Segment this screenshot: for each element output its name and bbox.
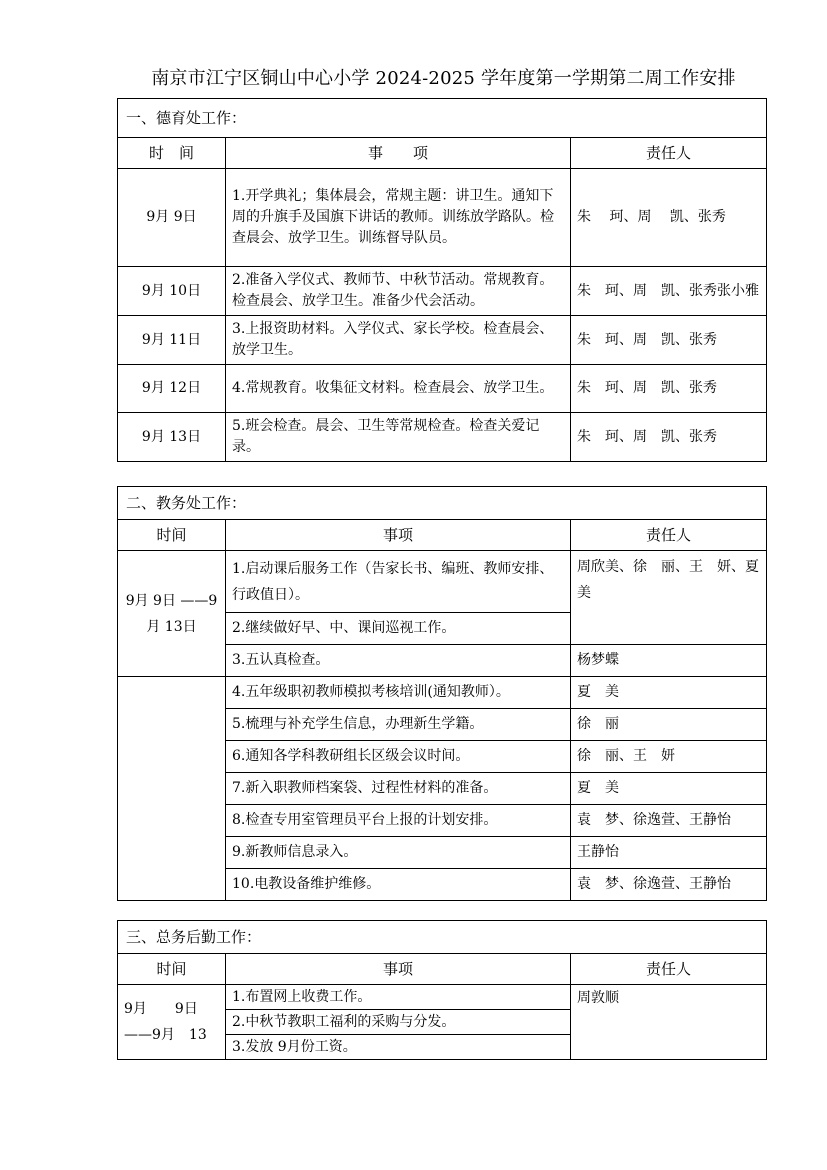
person-cell: 朱 珂、周 凯、张秀 [571, 169, 767, 267]
table-row [118, 985, 767, 1010]
document-title: 南京市江宁区铜山中心小学 2024-2025 学年度第一学期第二周工作安排 [151, 68, 736, 89]
item-cell: 3.发放 9月份工资。 [226, 1035, 571, 1060]
col-header-item: 事项 [226, 954, 571, 985]
item-cell: 1.布置网上收费工作。 [226, 985, 571, 1010]
item-cell: 2.准备入学仪式、教师节、中秋节活动。常规教育。检查晨会、放学卫生。准备少代会活动。 [226, 267, 571, 316]
item-cell: 1.开学典礼；集体晨会，常规主题：讲卫生。通知下周的升旗手及国旗下讲话的教师。训练放学路队。检查晨会、放学卫生。训练督导队员。 [226, 169, 571, 267]
time-cell: 9月 9日 [118, 169, 226, 267]
person-cell: 杨梦蝶 [571, 645, 767, 677]
time-cell: 9月 12日 [118, 365, 226, 413]
item-cell: 4.五年级职初教师模拟考核培训(通知教师）。 [226, 677, 571, 709]
section-heading: 三、总务后勤工作： [118, 921, 767, 954]
person-cell: 夏 美 [571, 773, 767, 805]
table-row [118, 413, 767, 462]
table-row [118, 316, 767, 365]
table-row [118, 169, 767, 267]
item-cell: 5.梳理与补充学生信息，办理新生学籍。 [226, 709, 571, 741]
col-header-item: 事项 [226, 520, 571, 551]
table-row [118, 551, 767, 613]
item-cell: 10.电教设备维护维修。 [226, 869, 571, 901]
person-cell: 周敦顺 [571, 985, 767, 1060]
person-cell: 袁 梦、徐逸萱、王静怡 [571, 805, 767, 837]
col-header-person: 责任人 [571, 138, 767, 169]
col-header-time: 时 间 [118, 138, 226, 169]
table-row [118, 677, 767, 709]
item-cell: 5.班会检查。晨会、卫生等常规检查。检查关爱记录。 [226, 413, 571, 462]
item-cell: 8.检查专用室管理员平台上报的计划安排。 [226, 805, 571, 837]
item-cell: 9.新教师信息录入。 [226, 837, 571, 869]
section-heading: 二、教务处工作： [118, 487, 767, 520]
col-header-time: 时间 [118, 954, 226, 985]
item-cell: 1.启动课后服务工作（告家长书、编班、教师安排、行政值日）。 [226, 551, 571, 613]
person-cell: 徐 丽、王 妍 [571, 741, 767, 773]
item-cell: 3.五认真检查。 [226, 645, 571, 677]
col-header-time: 时间 [118, 520, 226, 551]
section-heading: 一、德育处工作： [118, 99, 767, 138]
person-cell: 朱 珂、周 凯、张秀 [571, 413, 767, 462]
item-cell: 7.新入职教师档案袋、过程性材料的准备。 [226, 773, 571, 805]
person-cell: 朱 珂、周 凯、张秀 [571, 316, 767, 365]
time-cell: 9月 11日 [118, 316, 226, 365]
time-cell: 9月 13日 [118, 413, 226, 462]
person-cell: 朱 珂、周 凯、张秀张小雅 [571, 267, 767, 316]
time-cell-continued [118, 677, 226, 901]
person-cell: 夏 美 [571, 677, 767, 709]
person-cell: 周欣美、徐 丽、王 妍、夏 美 [571, 551, 767, 645]
table-row [118, 365, 767, 413]
item-cell: 2.中秋节教职工福利的采购与分发。 [226, 1010, 571, 1035]
item-cell: 6.通知各学科教研组长区级会议时间。 [226, 741, 571, 773]
table-row [118, 267, 767, 316]
academic-affairs-table [117, 486, 773, 901]
time-cell: 9月 10日 [118, 267, 226, 316]
person-cell: 王静怡 [571, 837, 767, 869]
person-cell: 袁 梦、徐逸萱、王静怡 [571, 869, 767, 901]
time-cell: 9月 9日 ——9月 13日 [118, 551, 226, 677]
moral-education-table [117, 98, 767, 462]
item-cell: 4.常规教育。收集征文材料。检查晨会、放学卫生。 [226, 365, 571, 413]
col-header-person: 责任人 [571, 520, 767, 551]
item-cell: 3.上报资助材料。入学仪式、家长学校。检查晨会、放学卫生。 [226, 316, 571, 365]
person-cell: 朱 珂、周 凯、张秀 [571, 365, 767, 413]
general-affairs-table [117, 920, 767, 1060]
item-cell: 2.继续做好早、中、课间巡视工作。 [226, 613, 571, 645]
person-cell: 徐 丽 [571, 709, 767, 741]
col-header-person: 责任人 [571, 954, 767, 985]
col-header-item: 事 项 [226, 138, 571, 169]
time-cell: 9月 9日 ——9月 13 [118, 985, 226, 1060]
